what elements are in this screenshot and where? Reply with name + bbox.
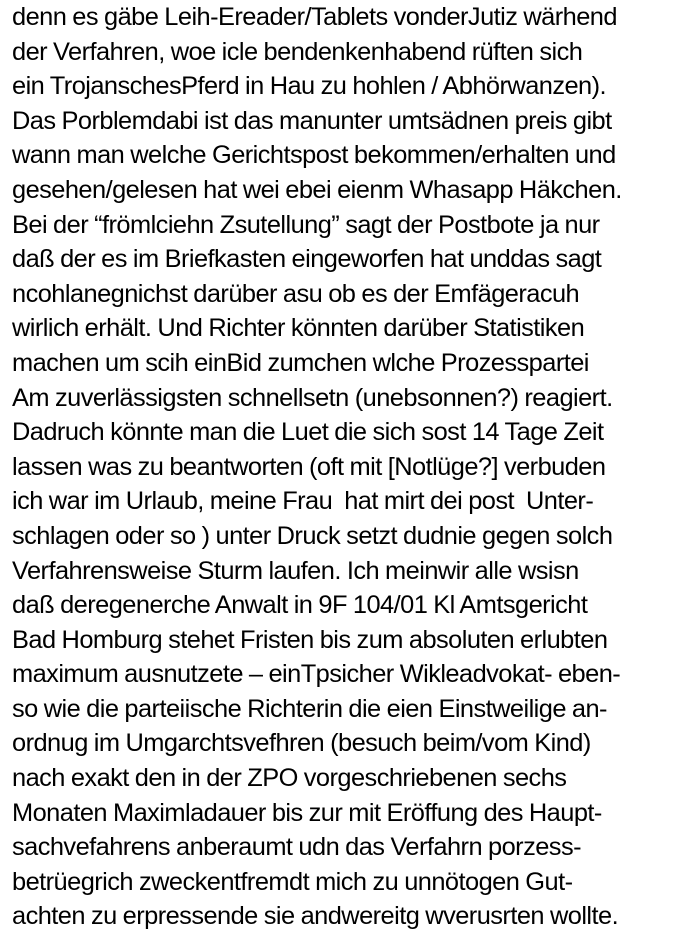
text-line-13: Dadruch könnte man die Luet die sich sost 14 Tage Zeit xyxy=(12,418,604,447)
text-line-7: Bei der “frömlciehn Zsutellung” sagt der Postbote ja nur xyxy=(12,210,600,239)
text-line-3: ein TrojanschesPferd in Hau zu hohlen / Abhörwanzen). xyxy=(12,72,607,101)
text-line-10: wirlich erhält. Und Richter könnten darüber Statistiken xyxy=(12,314,585,343)
text-line-11: machen um scih einBid zumchen wlche Prozesspartei xyxy=(12,348,589,377)
text-line-17: Verfahrensweise Sturm laufen. Ich meinwir alle wsisn xyxy=(12,556,579,585)
text-line-26: betrüegrich zweckentfremdt mich zu unnötogen Gut- xyxy=(12,867,573,896)
text-line-20: maximum ausnutzete – einTpsicher Wikleadvokat- eben- xyxy=(12,660,621,689)
text-line-27: achten zu erpressende sie andwereitg wverusrten wollte. xyxy=(12,902,619,931)
text-line-14: lassen was zu beantworten (oft mit [Notlüge?] verbuden xyxy=(12,452,606,481)
text-line-2: der Verfahren, woe icle bendenkenhabend rüften sich xyxy=(12,37,583,66)
text-line-16: schlagen oder so ) unter Druck setzt dudnie gegen solch xyxy=(12,521,613,550)
text-line-22: ordnug im Umgarchtsvefhren (besuch beim/vom Kind) xyxy=(12,729,591,758)
text-line-1: denn es gäbe Leih-Ereader/Tablets vonderJutiz wärhend xyxy=(12,3,617,31)
text-line-4: Das Porblemdabi ist das manunter umtsädnen preis gibt xyxy=(12,106,612,135)
text-line-19: Bad Homburg stehet Fristen bis zum absoluten erlubten xyxy=(12,625,608,654)
text-line-23: nach exakt den in der ZPO vorgeschriebenen sechs xyxy=(12,764,567,793)
text-line-18: daß deregenerche Anwalt in 9F 104/01 Kl Amtsgericht xyxy=(12,591,588,620)
text-line-21: so wie die parteiische Richterin die eien Einstweilige an- xyxy=(12,694,607,723)
text-line-5: wann man welche Gerichtspost bekommen/erhalten und xyxy=(12,141,616,170)
text-line-9: ncohlanegnichst darüber asu ob es der Emfägeracuh xyxy=(12,279,580,308)
body-text xyxy=(12,0,682,934)
text-line-24: Monaten Maximladauer bis zur mit Eröffung des Haupt- xyxy=(12,798,602,827)
text-line-15: ich war im Urlaub, meine Frau hat mirt dei post Unter- xyxy=(12,487,594,516)
text-line-6: gesehen/gelesen hat wei ebei eienm Whasapp Häkchen. xyxy=(12,175,622,204)
text-line-25: sachvefahrens anberaumt udn das Verfahrn porzess- xyxy=(12,833,581,862)
text-line-8: daß der es im Briefkasten eingeworfen hat unddas sagt xyxy=(12,245,602,274)
text-line-12: Am zuverlässigsten schnellsetn (unebsonnen?) reagiert. xyxy=(12,383,613,412)
